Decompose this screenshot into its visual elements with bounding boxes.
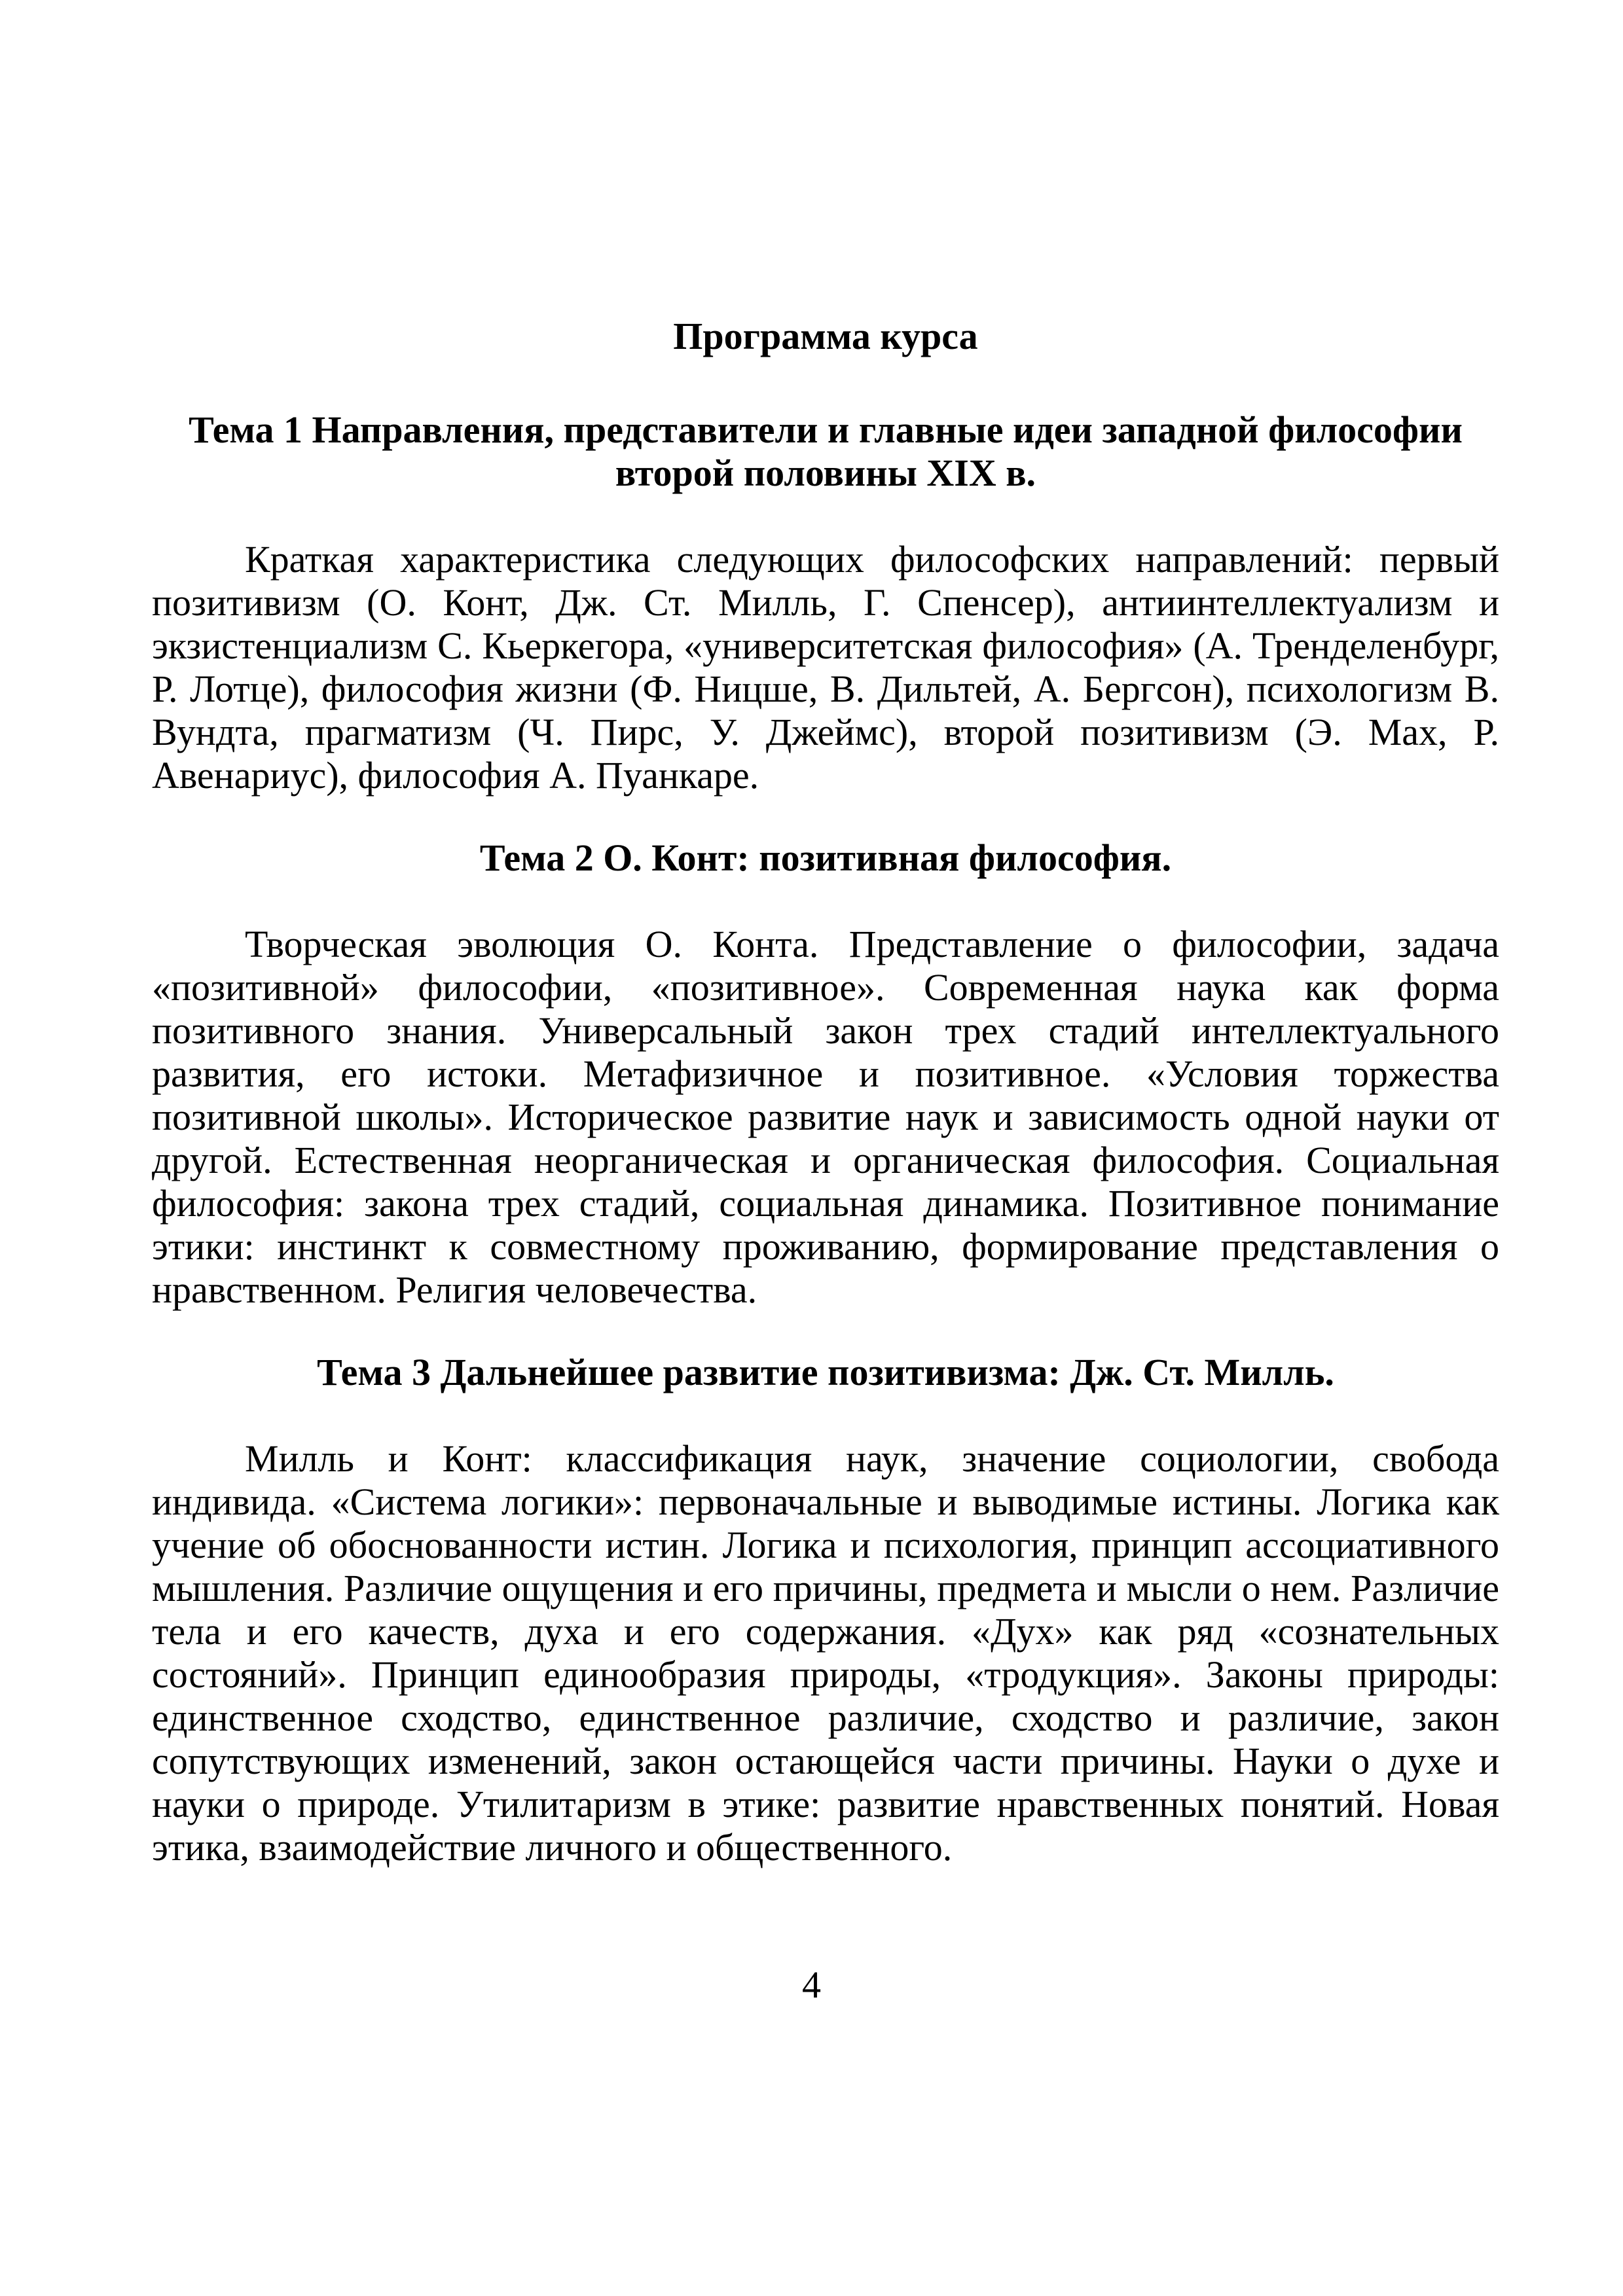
topic-3-heading-line-1: Тема 3 Дальнейшее развитие позитивизма: Дж. Ст. Милль. [317, 1351, 1334, 1393]
document-title: Программа курса [673, 315, 978, 357]
topic-3-heading [152, 1351, 1499, 1394]
topic-1-body: Краткая характеристика следующих философских направлений: первый позитивизм (О. Конт, Дж. Ст. Милль, Г. Спенсер), антиинтеллектуализм и экзистенциализм С. Кьеркегора, «университетская философия» (А. Тренделенбург, Р. Лотце), философия жизни (Ф. Ницше, В. Дильтей, А. Бергсон), психологизм В. Вундта, прагматизм (Ч. Пирс, У. Джеймс), второй позитивизм (Э. Мах, Р. Авенариус), философия А. Пуанкаре. [152, 538, 1499, 797]
topic-2-body: Творческая эволюция О. Конта. Представление о философии, задача «позитивной» философии, «позитивное». Современная наука как форма позитивного знания. Универсальный закон трех стадий интеллектуального развития, его истоки. Метафизичное и позитивное. «Условия торжества позитивной школы». Историческое развитие наук и зависимость одной науки от другой. Естественная неорганическая и органическая философия. Социальная философия: закона трех стадий, социальная динамика. Позитивное понимание этики: инстинкт к совместному проживанию, формирование представления о нравственном. Религия человечества. [152, 923, 1499, 1311]
topic-2-heading-line-1: Тема 2 О. Конт: позитивная философия. [479, 836, 1172, 879]
topic-1-heading-line-1: Тема 1 Направления, представители и главные идеи западной философии [189, 408, 1463, 451]
topic-1-heading [152, 408, 1499, 495]
page-number: 4 [802, 1964, 821, 2006]
page-content [152, 313, 1499, 1909]
topic-1-heading-line-2: второй половины XIX в. [615, 452, 1036, 494]
topic-2-heading [152, 836, 1499, 880]
topic-3-body: Милль и Конт: классификация наук, значение социологии, свобода индивида. «Система логики»: первоначальные и выводимые истины. Логика как учение об обоснованности истин. Логика и психология, принцип ассоциативного мышления. Различие ощущения и его причины, предмета и мысли о нем. Различие тела и его качеств, духа и его содержания. «Дух» как ряд «сознательных состояний». Принцип единообразия природы, «тродукция». Законы природы: единственное сходство, единственное различие, сходство и различие, закон сопутствующих изменений, закон остающейся части причины. Науки о духе и науки о природе. Утилитаризм в этике: развитие нравственных понятий. Новая этика, взаимодействие личного и общественного. [152, 1437, 1499, 1869]
